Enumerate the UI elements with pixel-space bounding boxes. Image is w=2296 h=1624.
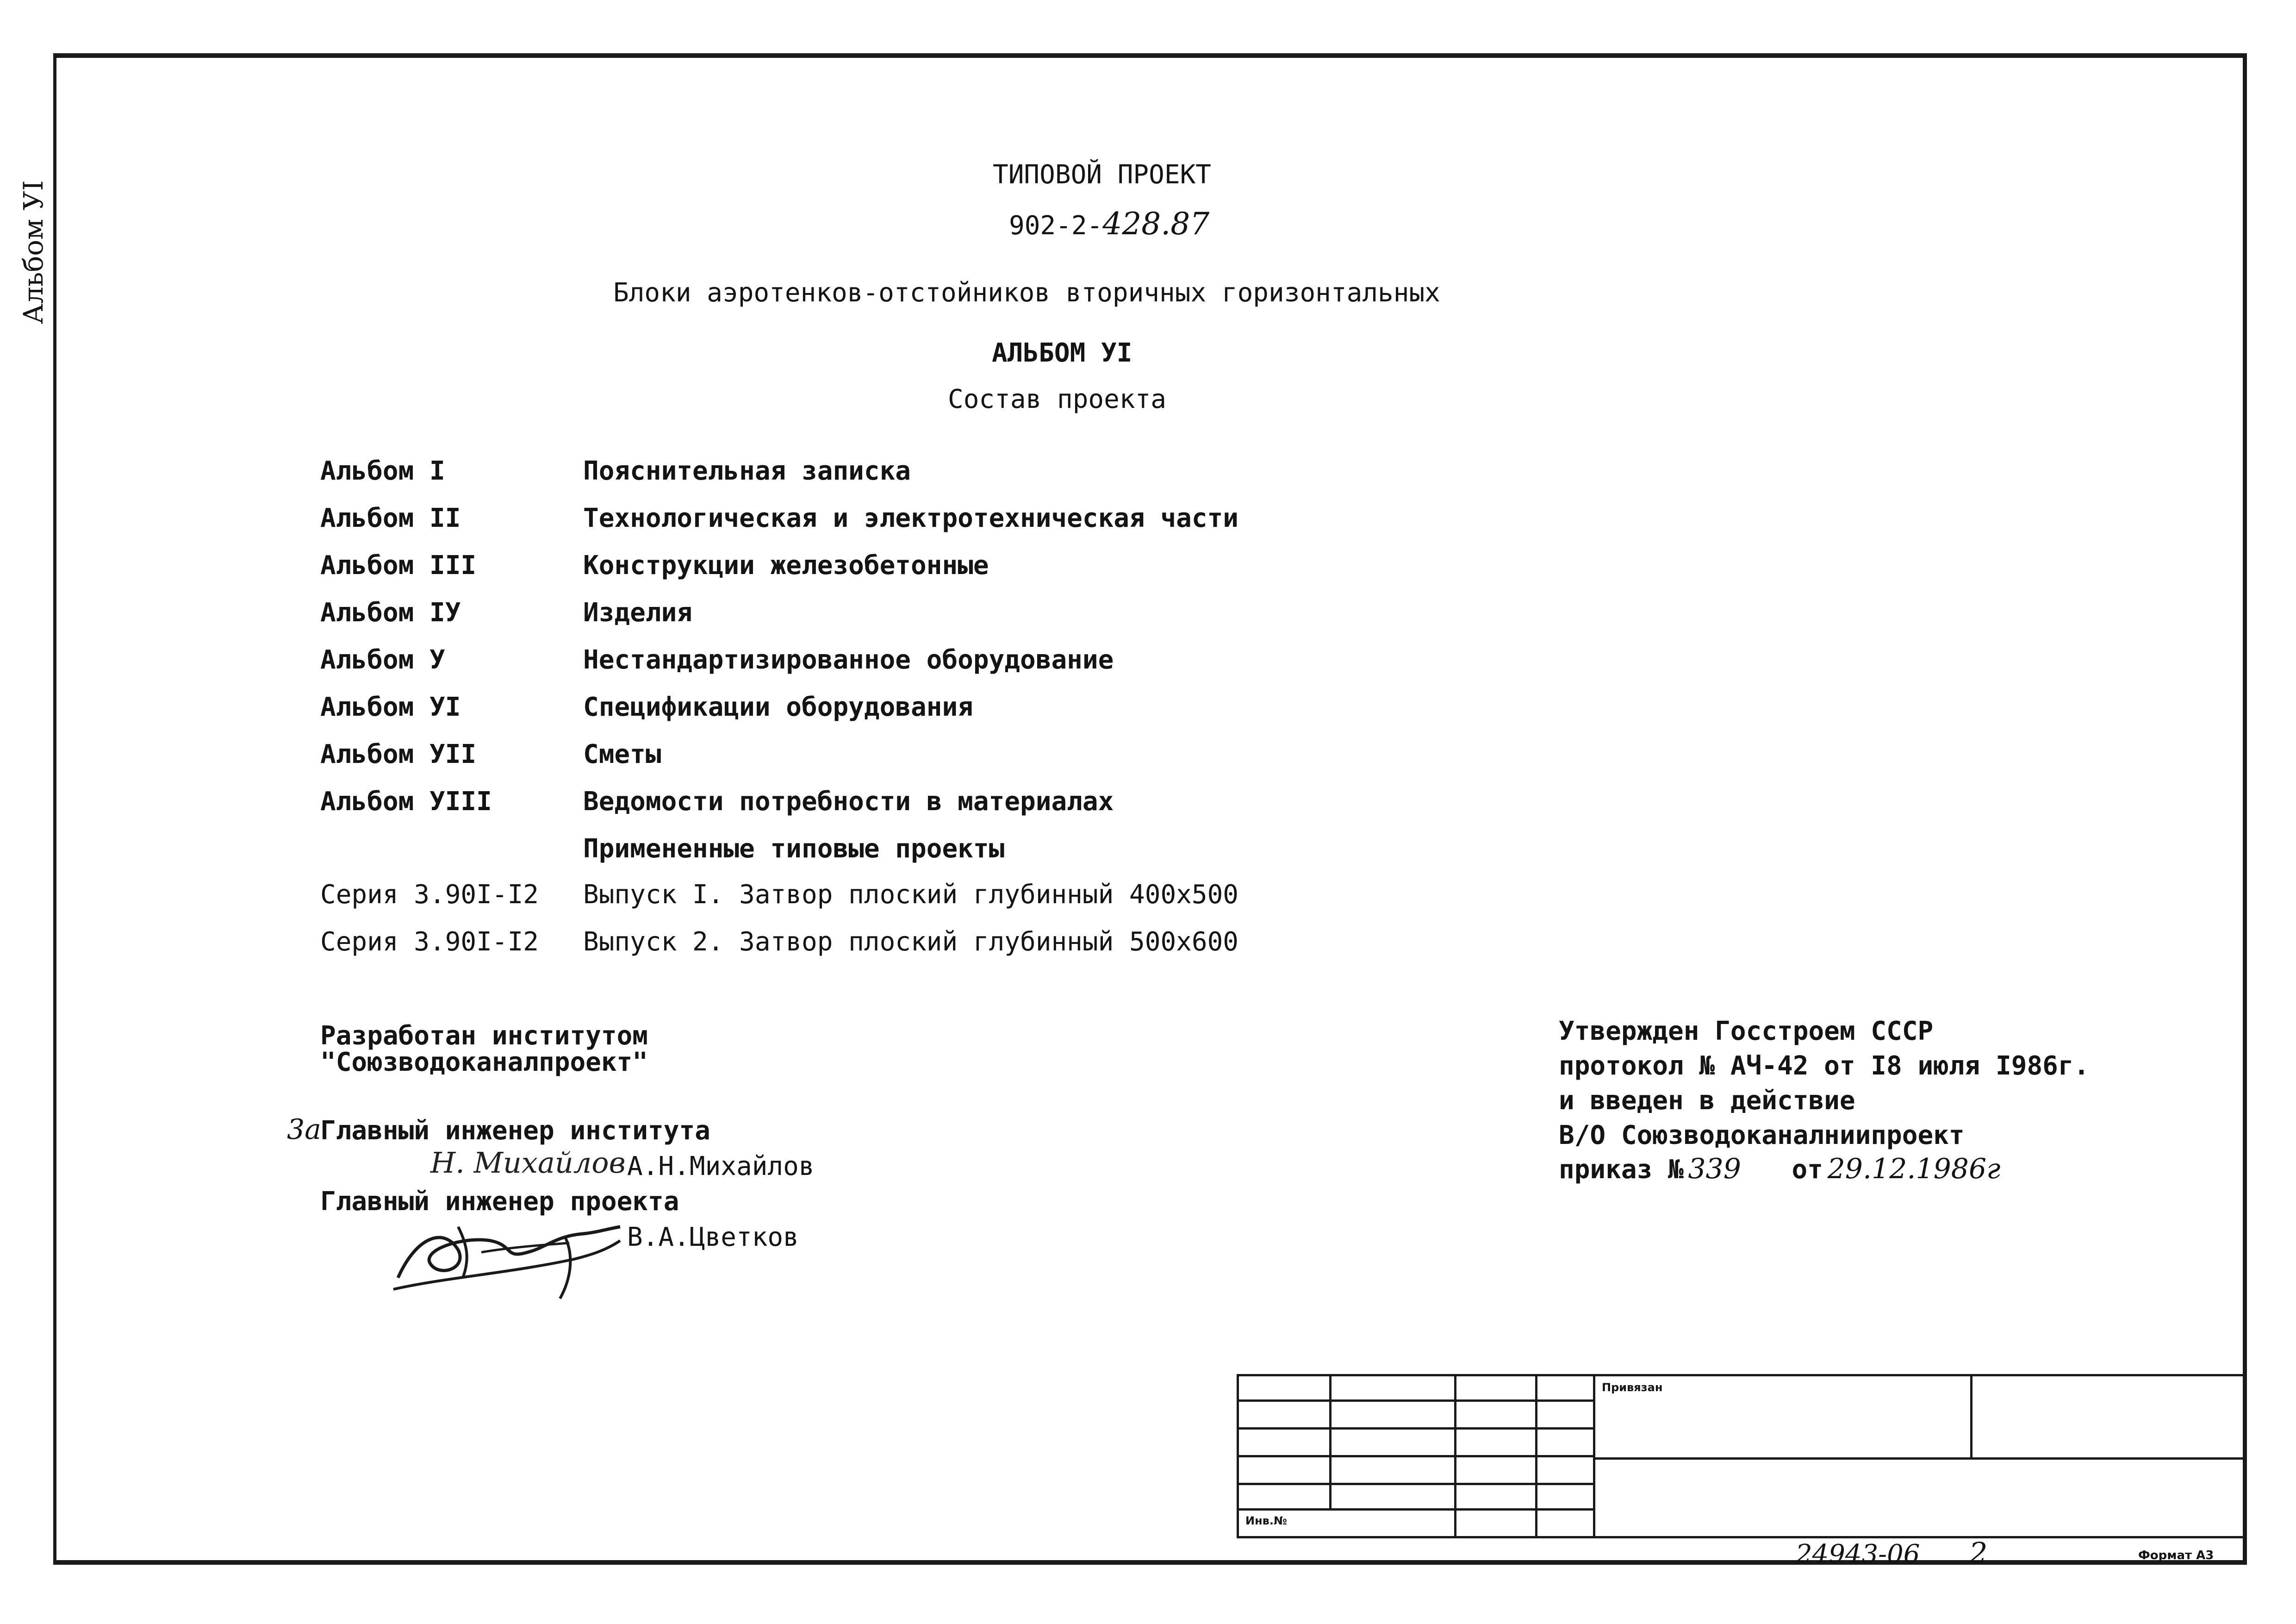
contents-value: Примененные типовые проекты [583,834,1005,864]
signature-mikhailov: Н. Михайлов [430,1146,626,1180]
stamp-cell [1237,1427,1332,1457]
developer-line1: Разработан институтом [320,1021,648,1051]
project-title: Блоки аэротенков-отстойников вторичных горизонтальных [613,278,1440,308]
stamp-cell-privyazan [1593,1374,1972,1460]
contents-value: Выпуск I. Затвор плоский глубинный 400x500 [583,880,1239,910]
stamp-cell [1535,1508,1595,1538]
stamp-cell [1329,1374,1456,1402]
contents-key: Альбом III [320,550,477,581]
contents-key: Альбом УIII [320,787,492,817]
stamp-privyazan-label: Привязан [1602,1381,1663,1394]
signature-tsvetkov [389,1208,629,1305]
contents-value: Выпуск 2. Затвор плоский глубинный 500x600 [583,927,1239,957]
approval-line1: Утвержден Госстроем СССР [1559,1016,1934,1046]
stamp-cell [1329,1483,1456,1511]
album-heading: АЛЬБОМ УI [992,338,1132,368]
stamp-cell [1454,1483,1537,1511]
stamp-cell [1454,1427,1537,1457]
title-block [1237,1374,2246,1559]
project-number [1009,206,1209,242]
stamp-cell [1237,1483,1332,1511]
contents-value: Сметы [583,739,661,769]
approval-line4: В/О Союзводоканалниипроект [1559,1120,1965,1150]
approval-order [1559,1153,2000,1185]
stamp-cell [1329,1399,1456,1430]
chief-project-title: Главный инженер проекта [320,1187,679,1217]
section-heading: Состав проекта [948,384,1167,414]
contents-value: Ведомости потребности в материалах [583,787,1114,817]
stamp-cell [1535,1455,1595,1485]
contents-value: Изделия [583,598,693,628]
stamp-cell [1535,1483,1595,1511]
approval-line2: протокол № АЧ-42 от I8 июля I986г. [1559,1051,2090,1081]
contents-value: Конструкции железобетонные [583,550,989,581]
stamp-cell [1237,1399,1332,1430]
project-number-handwritten: 428.87 [1102,206,1210,242]
contents-key: Серия 3.90I-I2 [320,880,539,910]
order-prefix: приказ № [1559,1155,1684,1185]
contents-key: Альбом IУ [320,598,461,628]
stamp-cell [1329,1455,1456,1485]
developer-line2: "Союзводоканалпроект" [320,1047,648,1077]
stamp-cell [1593,1457,2246,1538]
project-type: ТИПОВОЙ ПРОЕКТ [993,160,1212,190]
stamp-cell [1454,1455,1537,1485]
contents-key: Альбом УI [320,692,461,722]
approval-line3: и введен в действие [1559,1086,1855,1116]
stamp-cell [1237,1374,1332,1402]
stamp-cell [1329,1427,1456,1457]
footer-page: 2 [1969,1536,1988,1570]
stamp-cell [1237,1455,1332,1485]
contents-value: Спецификации оборудования [583,692,973,722]
side-album-label: Альбом УI [18,180,49,324]
order-date: 29.12.1986г [1827,1153,2001,1185]
stamp-cell [1535,1399,1595,1430]
project-number-prefix: 902-2- [1009,211,1103,241]
contents-key: Серия 3.90I-I2 [320,927,539,957]
stamp-cell [1535,1374,1595,1402]
stamp-cell [1535,1427,1595,1457]
order-number: 339 [1688,1153,1741,1185]
chief-project-name: В.А.Цветков [627,1222,799,1252]
handwritten-mark: 3а [287,1113,321,1146]
contents-key: Альбом У [320,645,445,675]
order-from: от [1792,1155,1823,1185]
contents-key: Альбом II [320,503,461,533]
footer-format: Формат А3 [2138,1549,2214,1562]
contents-value: Нестандартизированное оборудование [583,645,1114,675]
stamp-cell [1970,1374,2246,1460]
footer-code: 24943-06 [1796,1539,1920,1569]
stamp-cell [1454,1374,1537,1402]
stamp-cell [1454,1399,1537,1430]
stamp-cell-inv [1237,1508,1456,1538]
contents-key: Альбом I [320,456,445,486]
contents-value: Пояснительная записка [583,456,911,486]
stamp-cell [1454,1508,1537,1538]
contents-value: Технологическая и электротехническая части [583,503,1239,533]
chief-institute-name: А.Н.Михайлов [627,1151,815,1181]
chief-institute-title: Главный инженер института [320,1116,710,1146]
contents-key: Альбом УII [320,739,477,769]
stamp-inv-label: Инв.№ [1245,1514,1287,1527]
